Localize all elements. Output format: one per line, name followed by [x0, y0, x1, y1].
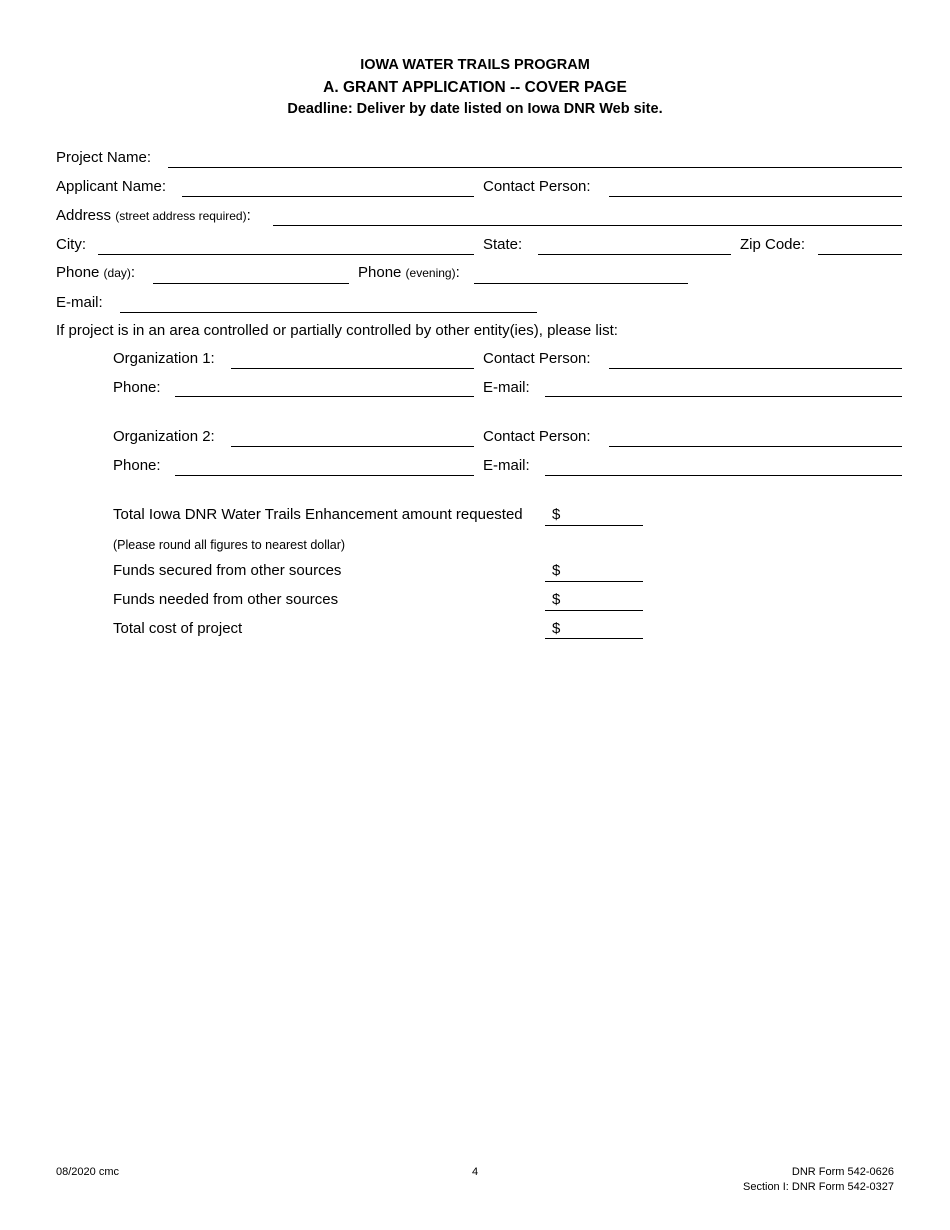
email-label: E-mail: [56, 294, 103, 311]
phone-day-label-text: Phone [56, 264, 100, 281]
total-cost-field[interactable] [545, 638, 643, 639]
org1-phone-label: Phone: [113, 379, 161, 396]
total-requested-label: Total Iowa DNR Water Trails Enhancement amount requested [113, 506, 523, 523]
zip-code-label: Zip Code: [740, 236, 806, 253]
org1-email-field[interactable] [545, 396, 902, 397]
phone-day-label [56, 264, 135, 281]
org1-contact-person-field[interactable] [609, 368, 902, 369]
phone-evening-label [358, 264, 460, 281]
organization-2-field[interactable] [231, 446, 474, 447]
project-name-field[interactable] [168, 167, 902, 168]
form-title: A. GRANT APPLICATION -- COVER PAGE [323, 79, 627, 96]
footer-date-code: 08/2020 cmc [56, 1166, 119, 1178]
address-note: (street address required) [115, 209, 247, 223]
org2-email-label: E-mail: [483, 457, 530, 474]
contact-person-label: Contact Person: [483, 178, 591, 195]
applicant-name-field[interactable] [182, 196, 474, 197]
org2-email-field[interactable] [545, 475, 902, 476]
other-entities-instruction: If project is in an area controlled or partially controlled by other entity(ies), please list: [56, 322, 618, 339]
organization-2-label: Organization 2: [113, 428, 215, 445]
phone-day-note: (day) [103, 266, 131, 280]
organization-1-field[interactable] [231, 368, 474, 369]
org2-phone-field[interactable] [175, 475, 474, 476]
address-label-text: Address [56, 207, 112, 224]
total-requested-currency: $ [552, 506, 561, 523]
org2-phone-label: Phone: [113, 457, 161, 474]
organization-1-label: Organization 1: [113, 350, 215, 367]
org2-contact-person-field[interactable] [609, 446, 902, 447]
phone-evening-label-text: Phone [358, 264, 402, 281]
funds-needed-label: Funds needed from other sources [113, 591, 339, 608]
zip-code-field[interactable] [818, 254, 902, 255]
program-title: IOWA WATER TRAILS PROGRAM [360, 57, 590, 73]
city-field[interactable] [98, 254, 474, 255]
phone-evening-colon: : [455, 264, 460, 281]
funds-secured-currency: $ [552, 562, 561, 579]
org1-phone-field[interactable] [175, 396, 474, 397]
phone-day-field[interactable] [153, 283, 349, 284]
funds-needed-field[interactable] [545, 610, 643, 611]
funds-needed-currency: $ [552, 591, 561, 608]
org2-contact-person-label: Contact Person: [483, 428, 591, 445]
funds-secured-field[interactable] [545, 581, 643, 582]
total-cost-currency: $ [552, 620, 561, 637]
contact-person-field[interactable] [609, 196, 902, 197]
phone-evening-note: (evening) [405, 266, 456, 280]
state-label: State: [483, 236, 523, 253]
org1-contact-person-label: Contact Person: [483, 350, 591, 367]
applicant-name-label: Applicant Name: [56, 178, 167, 195]
total-requested-field[interactable] [545, 525, 643, 526]
footer-section-form: Section I: DNR Form 542-0327 [742, 1181, 894, 1193]
org1-email-label: E-mail: [483, 379, 530, 396]
address-colon: : [246, 207, 251, 224]
round-note: (Please round all figures to nearest dollar) [113, 538, 346, 552]
email-field[interactable] [120, 312, 537, 313]
phone-evening-field[interactable] [474, 283, 688, 284]
deadline-text: Deadline: Deliver by date listed on Iowa DNR Web site. [287, 101, 663, 117]
project-name-label: Project Name: [56, 149, 152, 166]
address-label [56, 207, 251, 224]
footer-form-number: DNR Form 542-0626 [791, 1166, 894, 1178]
total-cost-label: Total cost of project [113, 620, 243, 637]
phone-day-colon: : [130, 264, 136, 281]
footer-page-number: 4 [471, 1166, 479, 1178]
funds-secured-label: Funds secured from other sources [113, 562, 342, 579]
state-field[interactable] [538, 254, 731, 255]
city-label: City: [56, 236, 86, 253]
address-field[interactable] [273, 225, 902, 226]
